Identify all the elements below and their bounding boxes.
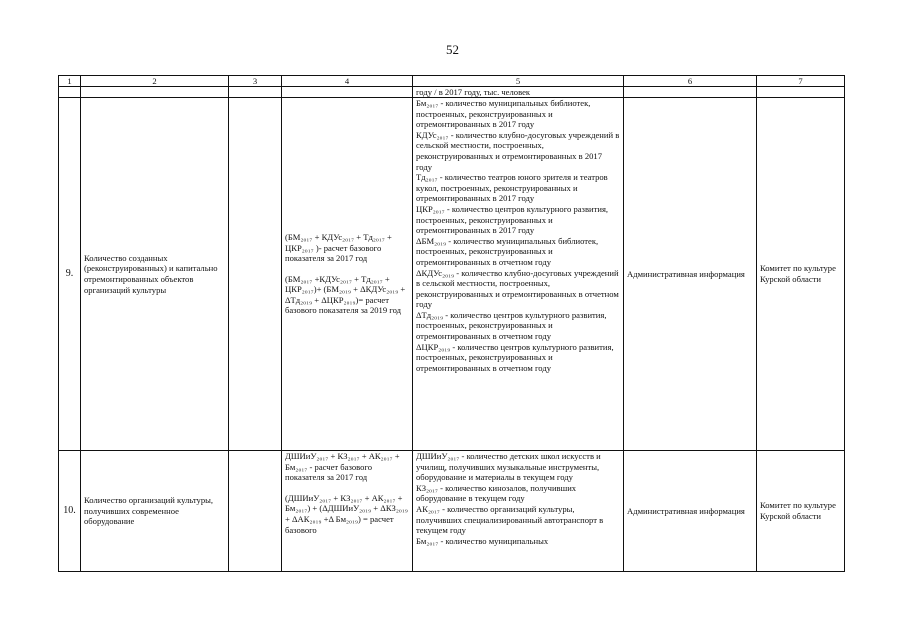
formula-base: ДШИиУ₂₀₁₇ + КЗ₂₀₁₇ + АК₂₀₁₇ + Бм₂₀₁₇ - расчет базового показателя за 2017 год — [285, 451, 400, 483]
continuation-text: году / в 2017 году, тыс. человек — [413, 87, 624, 98]
column-number: 7 — [757, 76, 845, 87]
table-row — [59, 98, 845, 451]
table-row — [59, 451, 845, 572]
column-number: 3 — [229, 76, 282, 87]
row-number: 9. — [59, 98, 81, 451]
definitions: Бм₂₀₁₇ - количество муниципальных библиотек, построенных, реконструированных и отремонтированных в 2017 году КДУс₂₀₁₇ - количество клубно-досуговых учреждений в сельской местности, построенных, реконструированных и отремонтированных в 2017 году Тд₂₀₁₇ - количество театров юного зрителя и театров кукол, построенных, реконструированных и отремонтированных в 2017 году ЦКР₂₀₁₇ - количество центров культурного развития, построенных, реконструированных и отремонтированных в 2017 году ΔБМ₂₀₁₉ - количество муниципальных библиотек, построенных, реконструированных и отремонтированных в отчетном году ΔКДУс₂₀₁₉ - количество клубно-досуговых учреждений в сельской местности, построенных, реконструированных и отремонтированных в отчетном году ΔТд₂₀₁₉ - количество центров культурного развития, построенных, реконструированных и отремонтированных в отчетном году ΔЦКР₂₀₁₉ - количество центров культурного развития, построенных, реконструированных и отремонтированных в отчетном году — [413, 98, 624, 451]
responsible-body: Комитет по культуре Курской области — [757, 98, 845, 451]
row-number: 10. — [59, 451, 81, 572]
information-source: Административная информация — [624, 451, 757, 572]
column-number: 1 — [59, 76, 81, 87]
formula-current: (ДШИиУ₂₀₁₇ + КЗ₂₀₁₇ + АК₂₀₁₇ + Бм₂₀₁₇) + (ΔДШИиУ₂₀₁₉ + ΔКЗ₂₀₁₉ + ΔАК₂₀₁₉ +Δ Бм₂₀₁₉) = расчет базового — [285, 492, 408, 535]
formula-base: (БМ₂₀₁₇ + КДУс₂₀₁₇ + Тд₂₀₁₇ + ЦКР₂₀₁₇ )- расчет базового показателя за 2017 год — [285, 231, 392, 264]
responsible-body: Комитет по культуре Курской области — [757, 451, 845, 572]
column-number: 2 — [81, 76, 229, 87]
formula-cell — [282, 98, 413, 451]
column-number-row — [59, 76, 845, 87]
indicator-name: Количество организаций культуры, получивших современное оборудование — [81, 451, 229, 572]
column-number: 5 — [413, 76, 624, 87]
indicator-name: Количество созданных (реконструированных) и капитально отремонтированных объектов организаций культуры — [81, 98, 229, 451]
formula-cell — [282, 451, 413, 572]
indicators-table — [58, 75, 845, 572]
column-number: 4 — [282, 76, 413, 87]
information-source: Административная информация — [624, 98, 757, 451]
formula-current: (БМ₂₀₁₇ +КДУс₂₀₁₇ + Тд₂₀₁₇ + ЦКР₂₀₁₇)+ (БМ₂₀₁₉ + ΔКДУс₂₀₁₉ + ΔТд₂₀₁₉ + ΔЦКР₂₀₁₉)= расчет базового показателя за 2019 год — [285, 273, 406, 316]
continuation-row — [59, 87, 845, 98]
definitions: ДШИиУ₂₀₁₇ - количество детских школ искусств и училищ, получивших музыкальные инструменты, оборудование и материалы в текущем году КЗ₂₀₁₇ - количество кинозалов, получивших оборудование в текущем году АК₂₀₁₇ - количество организаций культуры, получивших специализированный автотранспорт в текущем году Бм₂₀₁₇ - количество муниципальных — [413, 451, 624, 572]
page-number: 52 — [446, 42, 459, 57]
column-number: 6 — [624, 76, 757, 87]
